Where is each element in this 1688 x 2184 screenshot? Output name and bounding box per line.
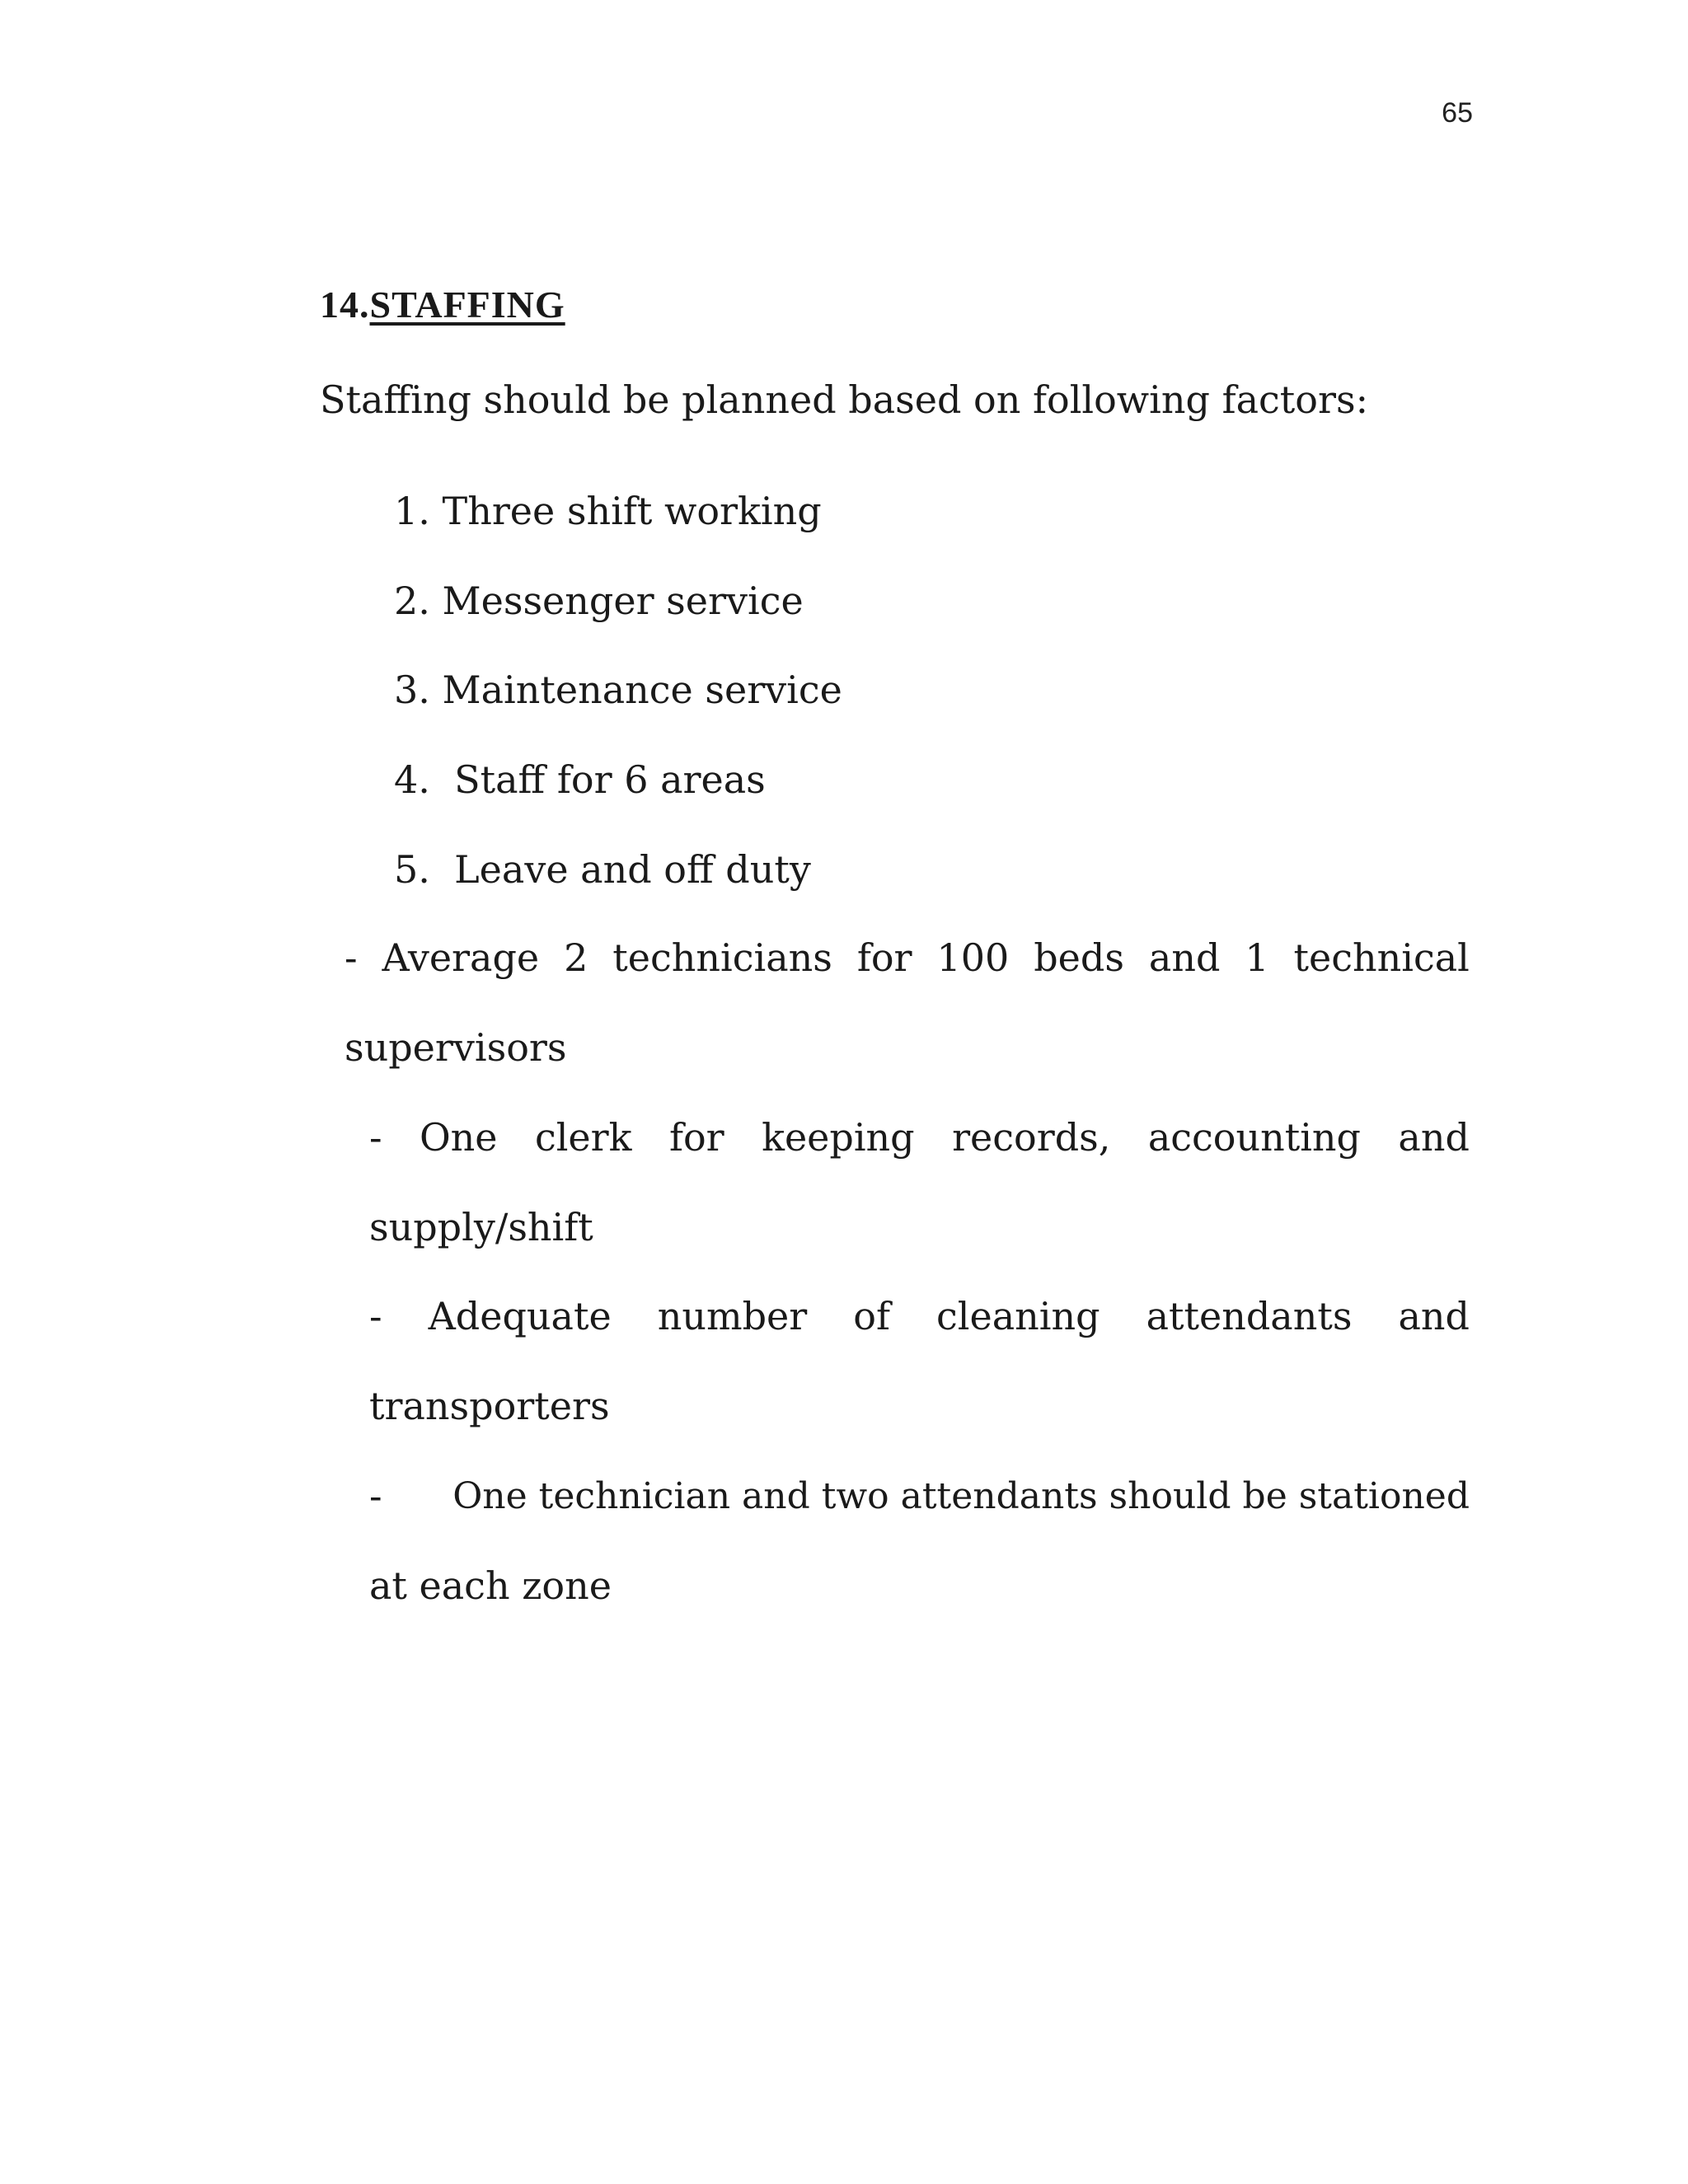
page-number: 65	[1442, 97, 1473, 129]
word: -	[369, 1115, 382, 1160]
word: and	[1148, 935, 1221, 980]
section-number: 14.	[320, 284, 370, 326]
word: Average	[382, 935, 540, 980]
word: and	[1398, 1115, 1470, 1160]
staff-point-line	[369, 1272, 1470, 1361]
word: cleaning	[936, 1294, 1100, 1338]
staff-point	[345, 913, 1470, 1093]
word: attendants	[1146, 1294, 1353, 1338]
word: Adequate	[428, 1294, 612, 1338]
staff-point-continuation: supply/shift	[369, 1205, 593, 1249]
staff-point-continuation: at each zone	[369, 1563, 612, 1608]
word: for	[668, 1115, 724, 1160]
word: keeping	[762, 1115, 915, 1160]
staff-point-line	[369, 1093, 1470, 1183]
word: for	[856, 935, 912, 980]
word: number	[657, 1294, 808, 1338]
factor-item: 2. Messenger service	[394, 579, 804, 623]
staff-point	[369, 1451, 1470, 1631]
word: 2	[564, 935, 588, 980]
word: One	[419, 1115, 498, 1160]
staff-point-continuation: supervisors	[345, 1025, 567, 1070]
word: of	[853, 1294, 890, 1338]
section-title: STAFFING	[369, 284, 565, 326]
word: records,	[952, 1115, 1111, 1160]
word: One technician and two attendants should be stationed	[452, 1475, 1470, 1517]
factor-item: 5. Leave and off duty	[394, 847, 811, 892]
staff-point-continuation: transporters	[369, 1384, 610, 1428]
factor-item: 3. Maintenance service	[394, 668, 842, 712]
word: clerk	[534, 1115, 632, 1160]
word: and	[1398, 1294, 1470, 1338]
word: beds	[1034, 935, 1124, 980]
word: accounting	[1147, 1115, 1361, 1160]
word: -	[345, 935, 358, 980]
section-heading	[320, 283, 565, 326]
word: 1	[1245, 935, 1269, 980]
word: technicians	[612, 935, 832, 980]
staff-point-line	[369, 1451, 1470, 1541]
word: technical	[1293, 935, 1470, 980]
word: -	[369, 1294, 382, 1338]
factor-item: 1. Three shift working	[394, 489, 822, 533]
staff-point	[369, 1093, 1470, 1272]
staff-point-line	[345, 913, 1470, 1003]
factor-item: 4. Staff for 6 areas	[394, 757, 766, 802]
staff-point	[369, 1272, 1470, 1451]
intro-text: Staffing should be planned based on following factors:	[320, 377, 1369, 422]
word: -	[369, 1474, 382, 1518]
word: 100	[936, 935, 1010, 980]
